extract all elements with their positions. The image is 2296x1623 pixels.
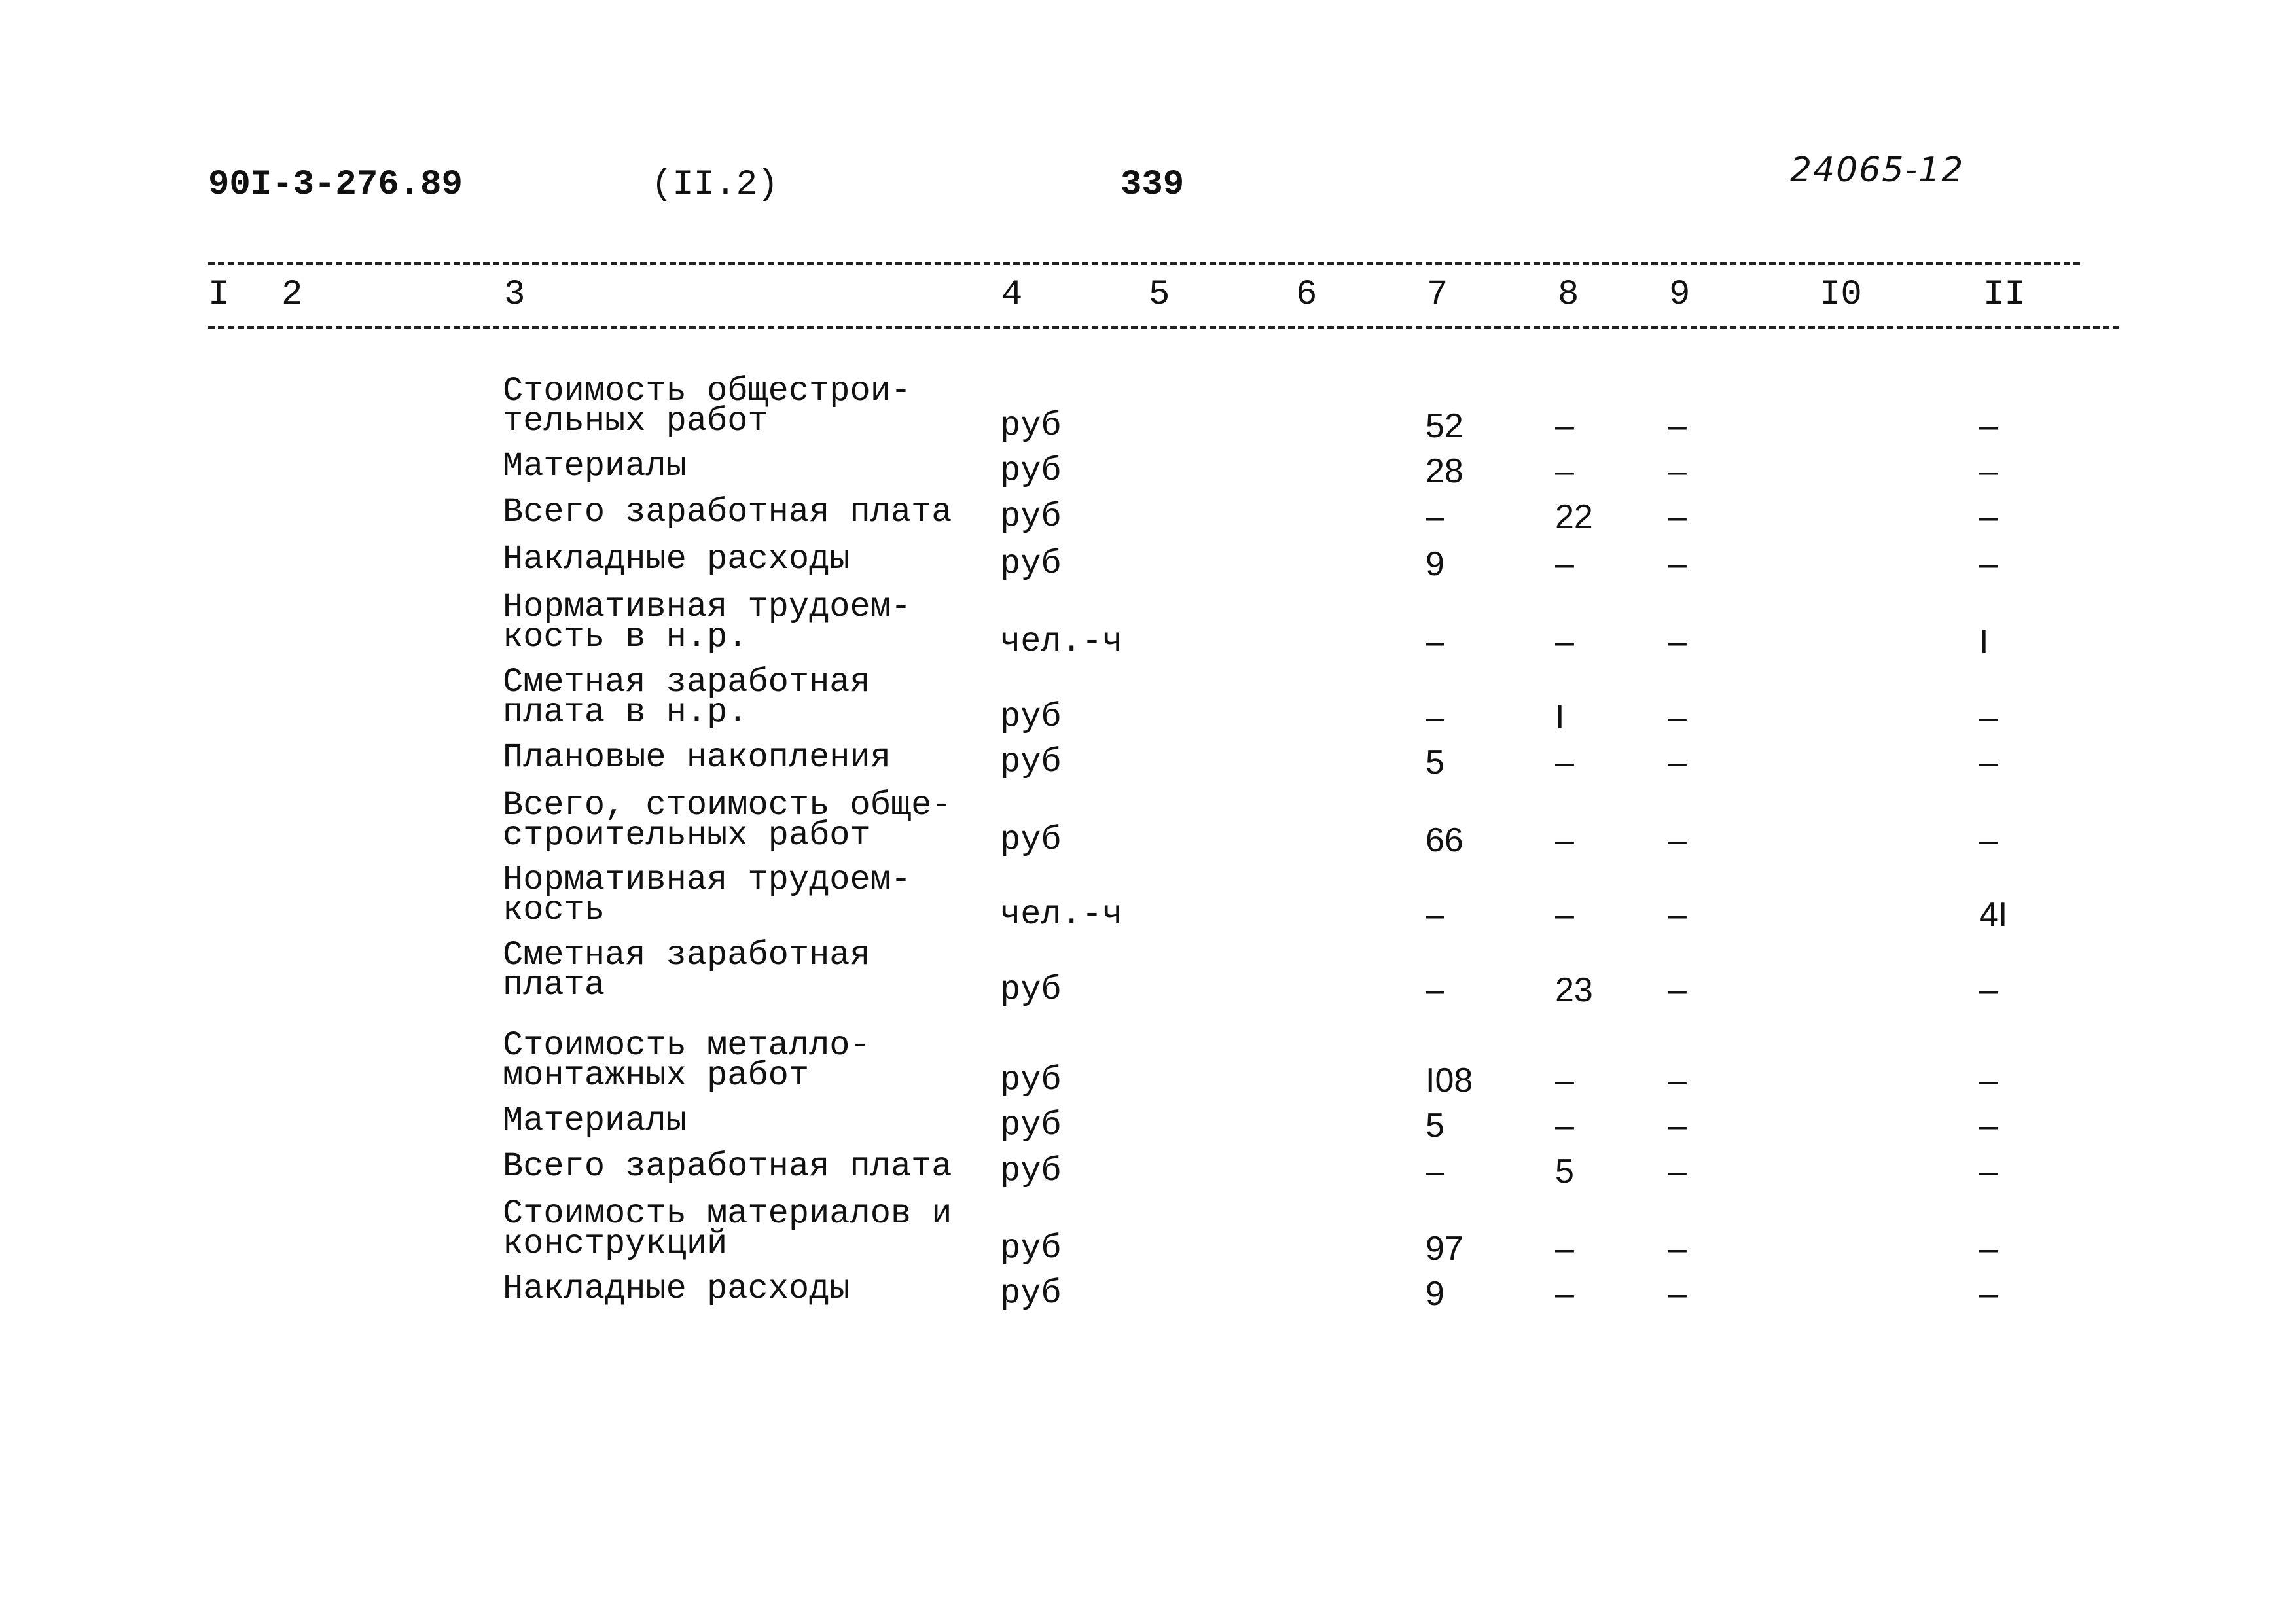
description-line: Плановые накопления <box>503 738 891 777</box>
row-unit: руб <box>1000 698 1062 736</box>
cell-c11: – <box>1979 743 1998 781</box>
cell-c11: – <box>1979 1275 1998 1313</box>
cell-c9: – <box>1668 821 1687 859</box>
archive-number: 24065-12 <box>1790 151 1965 190</box>
cell-c7: – <box>1426 698 1444 736</box>
row-description <box>503 738 891 777</box>
row-unit: руб <box>1000 1061 1062 1099</box>
description-line: тельных работ <box>503 402 768 440</box>
bottom-dashed-rule <box>208 326 2119 329</box>
cell-c8: I <box>1555 698 1565 736</box>
cell-c9: – <box>1668 743 1687 781</box>
column-number-4: 4 <box>1001 275 1023 315</box>
row-description <box>503 588 912 656</box>
row-unit: чел.-ч <box>1000 895 1123 934</box>
cell-c7: 66 <box>1426 821 1463 859</box>
column-number-7: 7 <box>1427 275 1448 315</box>
cell-c11: 4I <box>1979 896 2008 934</box>
cell-c9: – <box>1668 1152 1687 1190</box>
description-line: Накладные расходы <box>503 540 850 579</box>
row-description <box>503 372 912 440</box>
row-description <box>503 1194 952 1263</box>
cell-c9: – <box>1668 407 1687 445</box>
row-unit: руб <box>1000 1274 1062 1313</box>
cell-c9: – <box>1668 896 1687 934</box>
cell-c9: – <box>1668 452 1687 490</box>
description-line: Всего заработная плата <box>503 493 952 531</box>
cell-c7: – <box>1426 896 1444 934</box>
cell-c8: – <box>1555 821 1574 859</box>
cell-c8: – <box>1555 1061 1574 1099</box>
row-unit: руб <box>1000 971 1062 1009</box>
cell-c8: 5 <box>1555 1152 1574 1190</box>
cell-c7: 5 <box>1426 1107 1444 1145</box>
column-number-10: I0 <box>1820 275 1862 315</box>
description-line: Материалы <box>503 447 687 486</box>
row-unit: руб <box>1000 1229 1062 1268</box>
cell-c11: – <box>1979 498 1998 536</box>
description-line: Стоимость материалов и <box>503 1194 952 1233</box>
column-number-1: I <box>208 275 230 315</box>
column-number-9: 9 <box>1669 275 1691 315</box>
column-number-11: II <box>1983 275 2026 315</box>
row-unit: чел.-ч <box>1000 622 1123 661</box>
cell-c11: – <box>1979 452 1998 490</box>
section-number: (II.2) <box>651 165 779 205</box>
description-line: Накладные расходы <box>503 1270 850 1308</box>
column-number-8: 8 <box>1558 275 1579 315</box>
cell-c7: 28 <box>1426 452 1463 490</box>
cell-c7: – <box>1426 971 1444 1009</box>
description-line: Нормативная трудоем- <box>503 861 912 899</box>
cell-c7: 9 <box>1426 1275 1444 1313</box>
row-unit: руб <box>1000 544 1062 583</box>
cell-c9: – <box>1668 1061 1687 1099</box>
cell-c11: – <box>1979 1061 1998 1099</box>
row-unit: руб <box>1000 497 1062 536</box>
column-number-3: 3 <box>504 275 526 315</box>
description-line: кость в н.р. <box>503 618 748 656</box>
cell-c9: – <box>1668 498 1687 536</box>
description-line: конструкций <box>503 1224 728 1263</box>
row-description <box>503 1147 952 1186</box>
cell-c7: 52 <box>1426 407 1463 445</box>
description-line: Всего заработная плата <box>503 1147 952 1186</box>
cell-c11: – <box>1979 698 1998 736</box>
cell-c8: – <box>1555 407 1574 445</box>
row-unit: руб <box>1000 1106 1062 1145</box>
column-number-6: 6 <box>1296 275 1318 315</box>
cell-c8: – <box>1555 452 1574 490</box>
cell-c8: – <box>1555 1275 1574 1313</box>
description-line: строительных работ <box>503 816 870 855</box>
cell-c9: – <box>1668 623 1687 661</box>
cell-c7: – <box>1426 498 1444 536</box>
description-line: Стоимость общестрои- <box>503 372 912 410</box>
cell-c7: 97 <box>1426 1230 1463 1268</box>
cell-c8: – <box>1555 545 1574 583</box>
cell-c8: 23 <box>1555 971 1593 1009</box>
row-description <box>503 786 952 855</box>
top-dashed-rule <box>208 262 2080 265</box>
cell-c11: – <box>1979 1152 1998 1190</box>
cell-c11: – <box>1979 1107 1998 1145</box>
row-description <box>503 1101 687 1140</box>
row-unit: руб <box>1000 1152 1062 1190</box>
description-line: Сметная заработная <box>503 663 870 702</box>
cell-c8: – <box>1555 896 1574 934</box>
cell-c11: – <box>1979 407 1998 445</box>
cell-c8: – <box>1555 623 1574 661</box>
description-line: Всего, стоимость обще- <box>503 786 952 825</box>
cell-c7: I08 <box>1426 1061 1473 1099</box>
row-description <box>503 447 687 486</box>
cell-c8: – <box>1555 1230 1574 1268</box>
page-number: 339 <box>1121 165 1185 205</box>
cell-c8: 22 <box>1555 498 1593 536</box>
cell-c9: – <box>1668 1107 1687 1145</box>
column-number-5: 5 <box>1149 275 1170 315</box>
row-description <box>503 861 912 929</box>
description-line: кость <box>503 891 605 929</box>
description-line: Стоимость металло- <box>503 1026 870 1065</box>
cell-c9: – <box>1668 1230 1687 1268</box>
description-line: Нормативная трудоем- <box>503 588 912 626</box>
row-unit: руб <box>1000 452 1062 490</box>
row-unit: руб <box>1000 406 1062 445</box>
cell-c11: – <box>1979 1230 1998 1268</box>
cell-c9: – <box>1668 971 1687 1009</box>
cell-c8: – <box>1555 1107 1574 1145</box>
column-number-2: 2 <box>281 275 303 315</box>
cell-c9: – <box>1668 545 1687 583</box>
cell-c11: I <box>1979 623 1989 661</box>
cell-c8: – <box>1555 743 1574 781</box>
cell-c11: – <box>1979 821 1998 859</box>
document-code: 90I-3-276.89 <box>208 165 463 205</box>
description-line: Сметная заработная <box>503 936 870 974</box>
cell-c9: – <box>1668 698 1687 736</box>
cell-c7: – <box>1426 623 1444 661</box>
row-description <box>503 540 850 579</box>
cell-c7: 5 <box>1426 743 1444 781</box>
description-line: плата в н.р. <box>503 693 748 732</box>
row-description <box>503 1026 870 1095</box>
row-description <box>503 493 952 531</box>
description-line: Материалы <box>503 1101 687 1140</box>
row-unit: руб <box>1000 821 1062 859</box>
description-line: плата <box>503 966 605 1005</box>
row-unit: руб <box>1000 743 1062 781</box>
description-line: монтажных работ <box>503 1056 810 1095</box>
cell-c7: – <box>1426 1152 1444 1190</box>
cell-c11: – <box>1979 545 1998 583</box>
cell-c9: – <box>1668 1275 1687 1313</box>
row-description <box>503 1270 850 1308</box>
cell-c11: – <box>1979 971 1998 1009</box>
cell-c7: 9 <box>1426 545 1444 583</box>
row-description <box>503 936 870 1005</box>
row-description <box>503 663 870 732</box>
